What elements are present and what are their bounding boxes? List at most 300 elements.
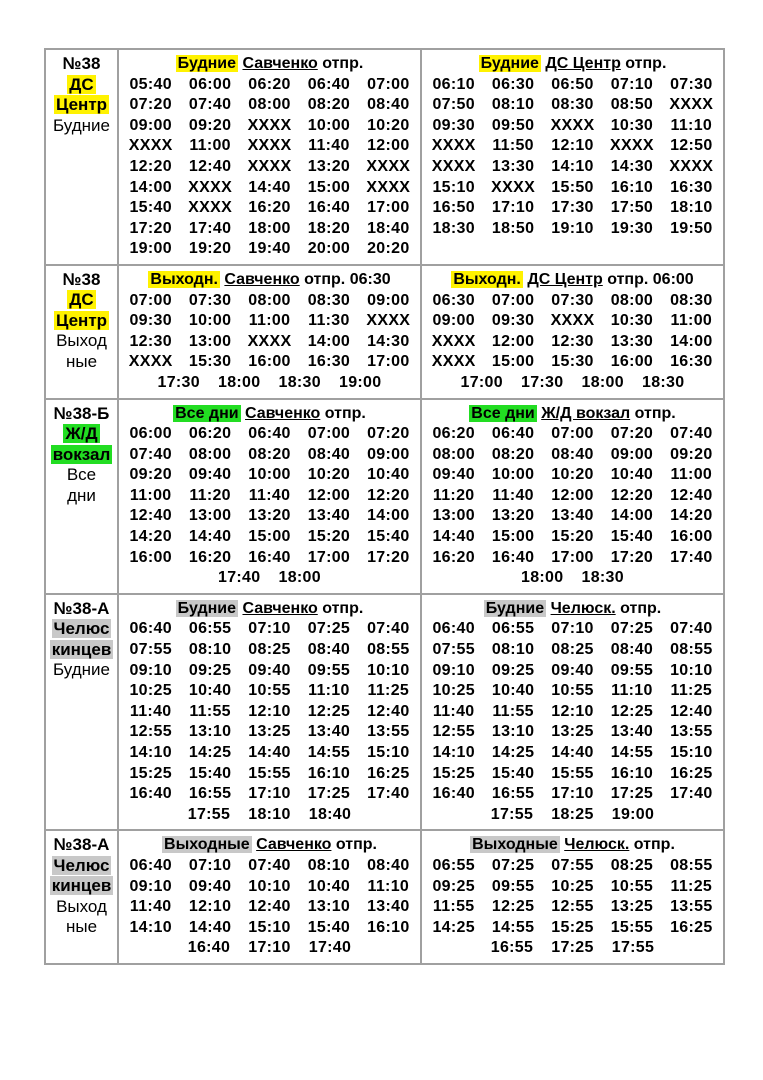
departure-time: 07:40 <box>670 425 713 443</box>
departure-time: 08:20 <box>248 445 291 463</box>
departure-time: 06:20 <box>188 425 232 443</box>
departure-time: 08:55 <box>367 641 410 659</box>
departure-time: 20:20 <box>367 240 410 258</box>
departure-time: 16:10 <box>610 178 654 196</box>
departure-time: 12:10 <box>188 898 232 916</box>
route-name-line: кинцев <box>51 639 112 659</box>
departure-time: 17:00 <box>460 373 503 391</box>
route-cell <box>45 399 118 594</box>
route-number: №38-Б <box>53 403 110 423</box>
departure-time: 06:10 <box>432 75 475 93</box>
times-row <box>424 311 721 332</box>
departure-time: 18:00 <box>521 569 564 587</box>
departure-time: 11:55 <box>189 702 231 720</box>
departure-time: 13:10 <box>188 723 232 741</box>
departure-time: 16:40 <box>248 548 291 566</box>
route-number: №38 <box>62 269 101 289</box>
first-departure-time: 06:00 <box>652 270 694 288</box>
departure-time: 17:55 <box>611 939 655 957</box>
departure-time: 17:30 <box>521 373 564 391</box>
departure-time: 17:00 <box>367 199 410 217</box>
departure-time: XXXX <box>128 353 173 371</box>
route-number: №38 <box>62 54 101 73</box>
departure-time: 09:55 <box>307 661 351 679</box>
departure-time: XXXX <box>366 178 411 196</box>
departure-time: 07:55 <box>129 641 172 659</box>
times-row <box>121 219 418 240</box>
route-cell <box>45 49 118 265</box>
route-name-line: вокзал <box>52 444 111 464</box>
departure-time: 06:55 <box>188 620 232 638</box>
departure-time: 16:00 <box>670 528 713 546</box>
departure-time: 11:40 <box>129 898 172 916</box>
departure-time: 12:10 <box>248 702 291 720</box>
departure-time: 08:55 <box>670 856 713 874</box>
departure-time: 18:00 <box>581 373 624 391</box>
departure-time: XXXX <box>431 137 476 155</box>
departure-time: 17:25 <box>307 785 351 803</box>
times-row-tail <box>121 938 418 959</box>
departure-time: 13:20 <box>248 507 291 525</box>
times-row <box>121 311 418 332</box>
departure-time: 08:00 <box>432 445 475 463</box>
departure-time: 11:55 <box>492 702 534 720</box>
departure-time: 07:10 <box>610 75 654 93</box>
departure-time: 09:10 <box>432 661 475 679</box>
departure-time: 12:40 <box>188 157 232 175</box>
departure-time: 08:30 <box>307 291 351 309</box>
departure-time: 07:30 <box>670 75 713 93</box>
departure-time: 12:25 <box>307 702 351 720</box>
departure-suffix: отпр. <box>607 270 649 288</box>
departure-time: 15:40 <box>188 764 232 782</box>
departure-time: 09:00 <box>432 312 475 330</box>
departure-time: 14:30 <box>367 332 410 350</box>
departure-time: 17:40 <box>308 939 352 957</box>
departure-time: 07:00 <box>129 291 172 309</box>
departure-time: 12:55 <box>432 723 475 741</box>
departure-time: 08:55 <box>670 641 713 659</box>
route-number: №38-А <box>53 598 110 618</box>
times-row <box>424 75 721 96</box>
times-row <box>424 506 721 527</box>
departure-time: XXXX <box>491 178 536 196</box>
departure-time: 16:55 <box>490 939 534 957</box>
departure-time: 07:30 <box>551 291 594 309</box>
departure-time: 12:25 <box>610 702 654 720</box>
departure-time: 19:50 <box>670 219 713 237</box>
day-type-badge: Будние <box>177 599 237 617</box>
departure-time: 16:40 <box>129 785 172 803</box>
departure-time: 15:40 <box>610 528 654 546</box>
departure-time: 09:20 <box>129 466 172 484</box>
times-row <box>424 640 721 661</box>
departure-time: 12:20 <box>129 157 172 175</box>
departure-time: 11:00 <box>670 466 713 484</box>
departure-time: 14:55 <box>610 744 654 761</box>
departure-time: 11:00 <box>248 312 291 330</box>
direction-header <box>424 404 721 425</box>
departure-time: 16:20 <box>248 199 291 217</box>
departure-time: 09:00 <box>367 291 410 309</box>
times-row <box>424 784 721 805</box>
departure-time: 15:10 <box>432 178 475 196</box>
direction-header <box>121 54 418 75</box>
departure-time: 06:40 <box>248 425 291 443</box>
times-row <box>424 136 721 157</box>
departure-time: 09:10 <box>129 877 172 895</box>
departure-time: 18:00 <box>218 373 261 391</box>
departure-time: 15:30 <box>551 353 594 371</box>
departure-time: 07:50 <box>432 96 475 114</box>
departure-time: 18:30 <box>581 569 624 587</box>
departure-time: 07:00 <box>551 425 594 443</box>
departure-stop: ДС Центр <box>527 270 603 288</box>
departure-time: 16:25 <box>670 764 713 782</box>
departure-time: 09:25 <box>491 661 535 679</box>
times-row <box>424 178 721 199</box>
departure-time: 08:00 <box>610 291 654 309</box>
departure-time: 08:40 <box>307 641 351 659</box>
departure-time: 17:40 <box>218 569 261 587</box>
departure-time: 16:00 <box>610 353 654 371</box>
departure-time: 15:00 <box>307 178 351 196</box>
times-row <box>424 548 721 569</box>
times-row <box>121 784 418 805</box>
departure-time: 15:00 <box>491 528 535 546</box>
times-row <box>424 877 721 898</box>
direction-header <box>121 835 418 856</box>
times-row <box>424 219 721 240</box>
schedule-section <box>45 49 724 265</box>
times-row <box>121 702 418 723</box>
departure-time: 06:40 <box>491 425 535 443</box>
departure-time: 14:00 <box>670 332 713 350</box>
departure-time: 17:55 <box>490 805 534 823</box>
departure-time: 15:10 <box>248 918 291 936</box>
direction-header <box>424 835 721 856</box>
route-days-line: дни <box>67 485 96 505</box>
departure-time: 17:00 <box>367 353 410 371</box>
departure-time: 08:40 <box>307 445 351 463</box>
direction-cell <box>421 265 724 399</box>
departure-time: 19:10 <box>551 219 594 237</box>
departure-time: 12:40 <box>670 702 713 720</box>
departure-time: 09:20 <box>188 116 232 134</box>
day-type-badge: Будние <box>485 599 545 617</box>
departure-time: 07:55 <box>551 856 594 874</box>
departure-time: XXXX <box>669 157 714 175</box>
times-row <box>121 424 418 445</box>
departure-time: 14:00 <box>610 507 654 525</box>
departure-stop: Савченко <box>256 836 332 854</box>
times-row <box>424 95 721 116</box>
departure-time: 12:50 <box>670 137 713 155</box>
times-row <box>121 136 418 157</box>
departure-time: 09:25 <box>188 661 232 679</box>
departure-stop: Ж/Д вокзал <box>541 404 631 422</box>
departure-time: 09:00 <box>610 445 654 463</box>
departure-time: 13:00 <box>432 507 475 525</box>
direction-cell <box>118 594 421 831</box>
departure-time: 15:20 <box>551 528 594 546</box>
departure-time: 09:55 <box>491 877 535 895</box>
times-row <box>424 722 721 743</box>
departure-time: XXXX <box>669 96 714 114</box>
departure-suffix: отпр. <box>322 55 364 72</box>
departure-time: 10:10 <box>670 661 713 679</box>
route-name-line: ДС <box>69 290 94 310</box>
departure-time: 13:25 <box>248 723 291 741</box>
departure-time: 16:25 <box>367 764 410 782</box>
departure-suffix: отпр. <box>634 404 676 422</box>
departure-time: 07:30 <box>188 291 232 309</box>
direction-header <box>424 270 721 291</box>
departure-time: 15:00 <box>491 353 535 371</box>
times-row <box>121 291 418 312</box>
departure-time: 09:30 <box>432 116 475 134</box>
departure-time: XXXX <box>128 137 173 155</box>
departure-time: XXXX <box>550 312 595 330</box>
times-row <box>121 619 418 640</box>
times-row-tail <box>424 938 721 959</box>
day-type-badge: Выходные <box>164 836 250 854</box>
departure-time: 15:25 <box>551 918 594 936</box>
departure-time: 07:10 <box>188 856 232 874</box>
departure-time: 08:10 <box>491 641 535 659</box>
direction-header <box>121 404 418 425</box>
departure-time: XXXX <box>247 332 292 350</box>
departure-time: 15:10 <box>367 744 410 761</box>
departure-time: XXXX <box>366 157 411 175</box>
departure-time: 12:20 <box>610 486 654 504</box>
departure-time: 15:50 <box>551 178 594 196</box>
departure-time: 14:40 <box>188 918 232 936</box>
departure-time: 09:10 <box>129 661 172 679</box>
times-row <box>121 352 418 373</box>
departure-time: 14:25 <box>432 918 475 936</box>
departure-time: 16:10 <box>307 764 351 782</box>
departure-time: 13:20 <box>307 157 351 175</box>
departure-time: 10:00 <box>491 466 535 484</box>
departure-time: 11:20 <box>189 486 231 504</box>
times-row <box>424 198 721 219</box>
departure-time: 06:40 <box>432 620 475 638</box>
departure-time: 17:20 <box>610 548 654 566</box>
departure-time: 17:30 <box>551 199 594 217</box>
departure-time: 07:40 <box>670 620 713 638</box>
departure-stop: Челюск. <box>550 599 616 617</box>
departure-time: 17:30 <box>157 373 200 391</box>
departure-time: 18:50 <box>491 219 535 237</box>
route-cell <box>45 594 118 831</box>
departure-time: 12:55 <box>551 898 594 916</box>
departure-time: 11:10 <box>367 877 410 895</box>
times-row <box>424 619 721 640</box>
departure-time: 10:00 <box>307 116 351 134</box>
departure-time: 15:00 <box>248 528 291 546</box>
departure-time: 12:00 <box>551 486 594 504</box>
departure-stop: Савченко <box>242 599 318 617</box>
day-type-badge: Все дни <box>175 404 239 422</box>
departure-time: 06:30 <box>491 75 535 93</box>
departure-time: 06:40 <box>129 620 172 638</box>
times-row <box>424 116 721 137</box>
departure-time: 07:40 <box>367 620 410 638</box>
departure-time: 06:40 <box>129 856 172 874</box>
route-cell <box>45 830 118 964</box>
departure-time: 12:30 <box>551 332 594 350</box>
departure-time: 14:40 <box>188 528 232 546</box>
departure-time: 10:20 <box>551 466 594 484</box>
times-row <box>121 486 418 507</box>
departure-time: 11:10 <box>670 116 713 134</box>
direction-cell <box>421 399 724 594</box>
departure-time: 08:40 <box>367 96 410 114</box>
departure-time: 15:40 <box>307 918 351 936</box>
departure-time: 08:00 <box>248 96 291 114</box>
direction-cell <box>118 830 421 964</box>
times-row <box>121 198 418 219</box>
departure-time: 15:30 <box>188 353 232 371</box>
day-type-badge: Выходн. <box>150 270 218 288</box>
departure-time: 14:20 <box>670 507 713 525</box>
departure-time: 18:20 <box>307 219 351 237</box>
departure-time: 08:40 <box>367 856 410 874</box>
schedule-section <box>45 399 724 594</box>
departure-time: 13:25 <box>610 898 654 916</box>
times-row-tail <box>121 373 418 394</box>
departure-time: 13:20 <box>491 507 535 525</box>
day-type-badge: Будние <box>177 55 237 72</box>
departure-time: 14:10 <box>432 744 475 761</box>
times-row <box>424 764 721 785</box>
times-row <box>121 465 418 486</box>
departure-time: 09:40 <box>551 661 594 679</box>
departure-time: 19:20 <box>188 240 232 258</box>
route-days-line: ные <box>65 917 98 937</box>
direction-cell <box>421 594 724 831</box>
departure-time: 18:40 <box>367 219 410 237</box>
departure-time: 17:20 <box>129 219 172 237</box>
departure-time: 07:40 <box>188 96 232 114</box>
departure-time: 08:25 <box>248 641 291 659</box>
departure-time: 08:30 <box>670 291 713 309</box>
departure-time: 07:10 <box>248 620 291 638</box>
departure-time: 08:30 <box>551 96 594 114</box>
departure-time: 12:10 <box>551 137 594 155</box>
departure-time: 15:40 <box>491 764 535 782</box>
direction-cell <box>421 49 724 265</box>
times-row <box>121 743 418 764</box>
times-row <box>424 424 721 445</box>
departure-time: 13:40 <box>551 507 594 525</box>
departure-time: 11:25 <box>670 877 713 895</box>
departure-time: XXXX <box>188 199 233 217</box>
departure-time: 18:00 <box>278 569 321 587</box>
departure-time: 15:55 <box>248 764 291 782</box>
departure-time: 11:00 <box>189 137 231 155</box>
times-row <box>424 486 721 507</box>
times-row <box>424 702 721 723</box>
departure-time: 16:30 <box>307 353 351 371</box>
departure-time: 16:20 <box>432 548 475 566</box>
departure-time: XXXX <box>431 332 476 350</box>
departure-time: 18:40 <box>308 805 352 823</box>
departure-time: 14:40 <box>248 744 291 761</box>
times-row <box>121 877 418 898</box>
departure-time: 10:55 <box>551 682 594 700</box>
departure-time: 12:00 <box>491 332 535 350</box>
departure-stop: Савченко <box>245 404 321 422</box>
route-days-line: Выход <box>56 331 107 351</box>
departure-time: 16:00 <box>129 548 172 566</box>
times-row-tail <box>121 805 418 826</box>
departure-time: 10:40 <box>307 877 351 895</box>
departure-time: 18:10 <box>248 805 291 823</box>
route-days-line: ные <box>65 351 98 371</box>
departure-time: 17:10 <box>248 939 291 957</box>
route-name-line: ДС <box>69 74 94 94</box>
schedule-section <box>45 265 724 399</box>
departure-time: 12:55 <box>129 723 172 741</box>
departure-time: 10:30 <box>610 116 654 134</box>
departure-time: 18:25 <box>551 805 594 823</box>
departure-time: 06:55 <box>491 620 535 638</box>
day-type-badge: Выходн. <box>453 270 521 288</box>
day-type-badge: Выходные <box>472 836 558 854</box>
departure-time: XXXX <box>366 312 411 330</box>
departure-time: 14:25 <box>188 744 232 761</box>
departure-time: 08:40 <box>551 445 594 463</box>
route-name-line: Челюс <box>53 619 110 639</box>
departure-suffix: отпр. <box>633 836 675 854</box>
departure-time: 10:20 <box>307 466 351 484</box>
times-row-tail <box>121 568 418 589</box>
departure-stop: Савченко <box>242 55 318 72</box>
departure-stop: ДС Центр <box>545 55 621 72</box>
route-name-line: кинцев <box>51 876 112 896</box>
departure-time: 14:55 <box>307 744 351 761</box>
direction-header <box>424 54 721 75</box>
departure-time: 10:10 <box>367 661 410 679</box>
departure-time: 17:00 <box>551 548 594 566</box>
times-row <box>121 178 418 199</box>
departure-time: XXXX <box>431 353 476 371</box>
departure-time: 06:00 <box>129 425 172 443</box>
departure-time: 14:55 <box>491 918 535 936</box>
departure-time: 11:00 <box>670 312 713 330</box>
direction-header <box>424 599 721 620</box>
times-row-tail <box>424 568 721 589</box>
departure-suffix: отпр. <box>324 404 366 422</box>
departure-time: 16:30 <box>670 353 713 371</box>
direction-cell <box>118 265 421 399</box>
schedule-section <box>45 830 724 964</box>
departure-time: XXXX <box>247 137 292 155</box>
departure-time: 12:30 <box>129 332 172 350</box>
departure-time: 18:30 <box>642 373 685 391</box>
departure-time: 07:40 <box>248 856 291 874</box>
departure-time: 16:40 <box>432 785 475 803</box>
departure-time: 06:50 <box>551 75 594 93</box>
times-row <box>121 445 418 466</box>
departure-time: 14:10 <box>129 918 172 936</box>
times-row <box>121 332 418 353</box>
departure-time: 05:40 <box>129 75 172 93</box>
departure-time: 10:40 <box>367 466 410 484</box>
route-days-line: Все <box>66 465 97 484</box>
